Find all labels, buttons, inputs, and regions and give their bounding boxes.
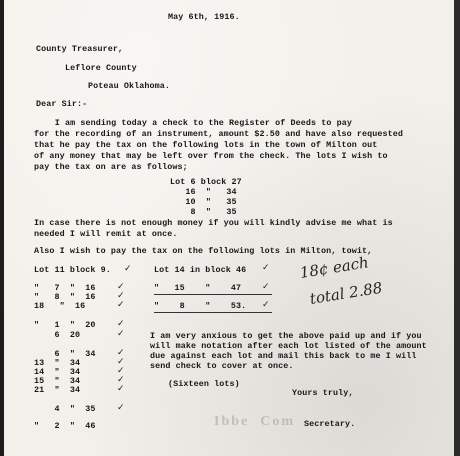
closing: Yours truly, <box>292 388 354 398</box>
checkmark-icon: ✓ <box>117 348 125 358</box>
paragraph-1-line-4: of any money that may be left over from the check. The lots I wish to <box>34 151 388 161</box>
right-lot-header: Lot 14 in block 46 <box>154 265 247 275</box>
handwritten-note-total: total 2.88 <box>308 278 384 308</box>
paragraph-1-line-5: pay the tax on are as follows; <box>34 162 188 172</box>
lot-row-right: " 15 " 47 <box>154 283 242 293</box>
address-line-1: County Treasurer, <box>36 44 124 54</box>
lot-row: " 8 " 16 <box>34 292 96 302</box>
checkmark-icon: ✓ <box>262 263 270 273</box>
checkmark-icon: ✓ <box>262 282 270 292</box>
lot-row: " 2 " 46 <box>34 421 96 431</box>
salutation: Dear Sir:- <box>36 99 88 109</box>
checkmark-icon: ✓ <box>117 366 125 376</box>
lot-row: 13 " 34 <box>34 358 81 368</box>
checkmark-icon: ✓ <box>262 300 270 310</box>
paragraph-1-line-1: I am sending today a check to the Register of Deeds to pay <box>24 118 353 128</box>
left-lot-header: Lot 11 block 9. <box>34 265 111 275</box>
checkmark-icon: ✓ <box>117 403 125 413</box>
closing-paragraph-line-1: I am very anxious to get the above paid up and if you <box>150 331 422 341</box>
checkmark-icon: ✓ <box>117 375 125 385</box>
underline <box>154 312 272 313</box>
lot-row: " 7 " 16 <box>34 283 96 293</box>
checkmark-icon: ✓ <box>117 357 125 367</box>
paragraph-1-line-2: for the recording of an instrument, amount $2.50 and have also requested <box>34 129 404 139</box>
lots-first-row: Lot 6 block 27 <box>170 177 242 187</box>
checkmark-icon: ✓ <box>124 264 132 274</box>
faint-stamp: Ibbe Com <box>214 414 296 429</box>
lot-row: 18 " 16 <box>34 301 86 311</box>
lot-row-right: " 8 " 53. <box>154 301 247 311</box>
checkmark-icon: ✓ <box>117 319 125 329</box>
paragraph-1-line-3: that he pay the tax on the following lots in the town of Milton out <box>34 140 378 150</box>
lot-row: " 1 " 20 <box>34 320 96 330</box>
closing-paragraph-line-2: will make notation after each lot listed of the amount <box>150 341 427 351</box>
lot-row: 21 " 34 <box>34 385 81 395</box>
lot-row: 6 " 34 <box>34 349 96 359</box>
page-edge-shadow <box>454 0 460 456</box>
address-line-3: Poteau Oklahoma. <box>88 81 171 91</box>
address-line-2: Leflore County <box>65 63 137 73</box>
checkmark-icon: ✓ <box>117 300 125 310</box>
lots-first-row: 8 " 35 <box>170 207 237 217</box>
lot-row: 4 " 35 <box>34 404 96 414</box>
lots-first-row: 10 " 35 <box>170 197 237 207</box>
paragraph-2-line-1: In case there is not enough money if you will kindly advise me what is <box>34 218 393 228</box>
closing-paragraph-line-4: send check to cover at once. <box>150 361 294 371</box>
lot-row: 14 " 34 <box>34 367 81 377</box>
handwritten-note-each: 18¢ each <box>298 253 370 282</box>
lots-first-row: 16 " 34 <box>170 187 237 197</box>
paragraph-2-line-2: needed I will remit at once. <box>34 229 178 239</box>
checkmark-icon: ✓ <box>117 329 125 339</box>
checkmark-icon: ✓ <box>117 384 125 394</box>
lot-row: 15 " 34 <box>34 376 81 386</box>
letter-page <box>4 0 455 456</box>
checkmark-icon: ✓ <box>117 291 125 301</box>
lot-row: 6 20 <box>34 330 81 340</box>
letter-date: May 6th, 1916. <box>168 12 240 22</box>
sixteen-lots-note: (Sixteen lots) <box>168 379 240 389</box>
paragraph-3: Also I wish to pay the tax on the following lots in Milton, towit, <box>34 246 373 256</box>
closing-paragraph-line-3: due against each lot and mail this back to me I will <box>150 351 417 361</box>
signature-title: Secretary. <box>304 419 356 429</box>
checkmark-icon: ✓ <box>117 282 125 292</box>
underline <box>154 294 272 295</box>
